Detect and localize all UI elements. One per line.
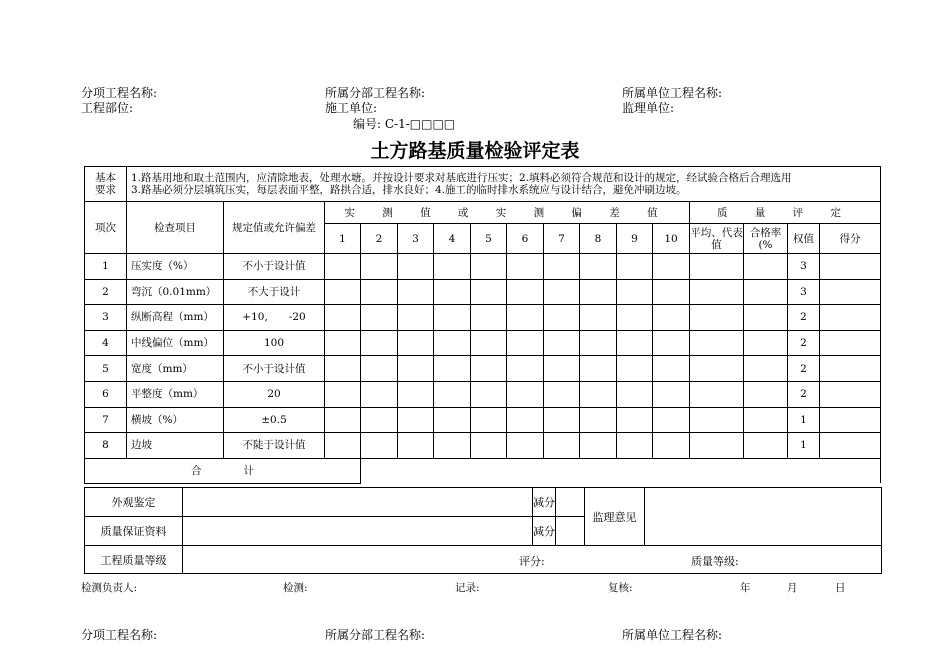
- day-label: 日: [835, 582, 846, 594]
- pass-rate-cell: [744, 279, 788, 305]
- measured-values-header: 实 测 值 或 实 测 偏 差 值: [325, 202, 690, 224]
- row-check-item: 宽度（mm）: [127, 356, 224, 382]
- measure-col-4: 4: [434, 224, 471, 254]
- measure-col-1: 1: [325, 224, 361, 254]
- pass-rate-cell: [744, 433, 788, 459]
- measure-cell: [398, 305, 434, 331]
- measure-cell: [580, 330, 617, 356]
- measure-cell: [361, 407, 398, 433]
- measure-cell: [398, 433, 434, 459]
- quality-assessment-header: 质 量 评 定: [690, 202, 881, 224]
- measure-cell: [653, 279, 690, 305]
- measure-cell: [544, 433, 580, 459]
- measure-cell: [544, 305, 580, 331]
- measure-cell: [434, 356, 471, 382]
- measure-cell: [361, 330, 398, 356]
- score-cell: [820, 305, 881, 331]
- row-number: 8: [85, 433, 127, 459]
- score-cell: [820, 330, 881, 356]
- measure-cell: [544, 356, 580, 382]
- measure-cell: [507, 305, 544, 331]
- pass-rate-cell: [744, 305, 788, 331]
- sub-project-name-label: 分项工程名称:: [81, 86, 158, 100]
- pass-rate-cell: [744, 254, 788, 280]
- grade-values: [183, 546, 882, 574]
- measure-col-5: 5: [471, 224, 507, 254]
- measure-cell: [325, 305, 361, 331]
- measure-cell: [544, 407, 580, 433]
- measure-cell: [471, 433, 507, 459]
- measure-cell: [653, 330, 690, 356]
- row-tolerance: 不陡于设计值: [224, 433, 325, 459]
- appearance-value: [183, 488, 533, 517]
- tolerance-header: 规定值或允许偏差: [224, 202, 325, 254]
- row-number: 6: [85, 381, 127, 407]
- measure-cell: [653, 254, 690, 280]
- next-sub-project-name-label: 分项工程名称:: [81, 628, 158, 642]
- measure-cell: [580, 381, 617, 407]
- docs-deduct-value: [556, 517, 585, 546]
- unit-name-label: 所属单位工程名称:: [622, 86, 723, 100]
- measure-cell: [653, 407, 690, 433]
- quality-grade-label: 工程质量等级: [85, 546, 183, 574]
- measure-cell: [325, 433, 361, 459]
- measure-cell: [434, 305, 471, 331]
- measure-cell: [471, 254, 507, 280]
- row-weight: 2: [788, 330, 820, 356]
- total-label: 合 计: [85, 458, 361, 483]
- measure-cell: [653, 433, 690, 459]
- location-label: 工程部位:: [81, 101, 134, 115]
- row-check-item: 中线偏位（mm）: [127, 330, 224, 356]
- row-check-item: 纵断高程（mm）: [127, 305, 224, 331]
- next-division-name-label: 所属分部工程名称:: [325, 628, 426, 642]
- average-header: 平均、代表值: [690, 224, 744, 254]
- measure-cell: [471, 279, 507, 305]
- month-label: 月: [787, 582, 798, 594]
- measure-cell: [471, 305, 507, 331]
- column-header-row-1: [85, 202, 881, 224]
- next-unit-name-label: 所属单位工程名称:: [622, 628, 723, 642]
- supervisor-opinion-label: 监理意见: [585, 488, 645, 546]
- measure-cell: [617, 330, 653, 356]
- row-weight: 3: [788, 279, 820, 305]
- average-cell: [690, 305, 744, 331]
- quality-docs-label: 质量保证资料: [85, 517, 183, 546]
- measure-cell: [617, 407, 653, 433]
- measure-cell: [544, 381, 580, 407]
- measure-cell: [507, 279, 544, 305]
- measure-cell: [653, 381, 690, 407]
- measure-cell: [617, 305, 653, 331]
- measure-cell: [617, 381, 653, 407]
- year-label: 年: [740, 582, 751, 594]
- row-check-item: 边坡: [127, 433, 224, 459]
- inspection-table: [84, 166, 881, 484]
- measure-cell: [544, 330, 580, 356]
- measure-cell: [617, 356, 653, 382]
- row-check-item: 弯沉（0.01mm）: [127, 279, 224, 305]
- measure-cell: [398, 330, 434, 356]
- row-tolerance: ±0.5: [224, 407, 325, 433]
- row-weight: 2: [788, 381, 820, 407]
- measure-cell: [361, 356, 398, 382]
- inspector-label: 检测:: [283, 582, 308, 594]
- average-cell: [690, 433, 744, 459]
- measure-cell: [434, 381, 471, 407]
- form-code: 编号: C-1-□□□□: [353, 117, 456, 131]
- measure-cell: [580, 433, 617, 459]
- measure-cell: [361, 433, 398, 459]
- recorder-label: 记录:: [455, 582, 480, 594]
- score-header: 得分: [820, 224, 881, 254]
- measure-cell: [617, 279, 653, 305]
- measure-cell: [361, 305, 398, 331]
- measure-cell: [325, 381, 361, 407]
- measure-cell: [580, 305, 617, 331]
- average-cell: [690, 356, 744, 382]
- measure-cell: [617, 433, 653, 459]
- row-number: 2: [85, 279, 127, 305]
- score-cell: [820, 381, 881, 407]
- score-cell: [820, 433, 881, 459]
- measure-cell: [507, 381, 544, 407]
- page-title: 土方路基质量检验评定表: [370, 140, 580, 162]
- supervisor-opinion-value: [645, 488, 882, 546]
- measure-cell: [325, 407, 361, 433]
- appearance-deduct-value: [556, 488, 585, 517]
- total-row: [85, 458, 881, 483]
- measure-cell: [398, 356, 434, 382]
- pass-rate-cell: [744, 381, 788, 407]
- score-cell: [820, 356, 881, 382]
- table-row: [85, 381, 881, 407]
- measure-cell: [361, 254, 398, 280]
- total-value: [361, 458, 881, 483]
- docs-deduct-label: 减分: [533, 517, 556, 546]
- measure-cell: [507, 407, 544, 433]
- measure-cell: [434, 433, 471, 459]
- measure-cell: [507, 254, 544, 280]
- rating-label: 评分:: [519, 555, 545, 568]
- row-check-item: 平整度（mm）: [127, 381, 224, 407]
- basic-label-line-1: 基本: [95, 172, 116, 184]
- row-tolerance: 不大于设计: [224, 279, 325, 305]
- measure-cell: [398, 279, 434, 305]
- measure-cell: [580, 279, 617, 305]
- table-row: [85, 254, 881, 280]
- average-cell: [690, 381, 744, 407]
- basic-requirements-label: [85, 167, 127, 202]
- row-check-item: 横坡（%）: [127, 407, 224, 433]
- measure-cell: [398, 407, 434, 433]
- appearance-deduct-label: 减分: [533, 488, 556, 517]
- table-row: [85, 305, 881, 331]
- measure-col-6: 6: [507, 224, 544, 254]
- row-number: 1: [85, 254, 127, 280]
- row-check-item: 压实度（%）: [127, 254, 224, 280]
- measure-cell: [325, 356, 361, 382]
- measure-cell: [507, 330, 544, 356]
- row-weight: 3: [788, 254, 820, 280]
- average-cell: [690, 407, 744, 433]
- row-number: 4: [85, 330, 127, 356]
- table-row: [85, 279, 881, 305]
- measure-col-10: 10: [653, 224, 690, 254]
- measure-cell: [325, 279, 361, 305]
- measure-col-3: 3: [398, 224, 434, 254]
- pass-rate-header: 合格率(%: [744, 224, 788, 254]
- division-name-label: 所属分部工程名称:: [325, 86, 426, 100]
- measure-cell: [471, 407, 507, 433]
- basic-requirements-text: [127, 167, 881, 202]
- measure-col-9: 9: [617, 224, 653, 254]
- measure-cell: [325, 254, 361, 280]
- measure-cell: [434, 407, 471, 433]
- row-weight: 2: [788, 356, 820, 382]
- row-tolerance: 20: [224, 381, 325, 407]
- measure-cell: [434, 279, 471, 305]
- score-cell: [820, 279, 881, 305]
- measure-col-7: 7: [544, 224, 580, 254]
- supervisor-label: 监理单位:: [622, 101, 675, 115]
- measure-cell: [507, 433, 544, 459]
- row-tolerance: +10, -20: [224, 305, 325, 331]
- measure-cell: [471, 356, 507, 382]
- contractor-label: 施工单位:: [325, 101, 378, 115]
- row-number: 5: [85, 356, 127, 382]
- score-cell: [820, 254, 881, 280]
- measure-cell: [471, 381, 507, 407]
- measure-cell: [471, 330, 507, 356]
- measure-cell: [544, 279, 580, 305]
- measure-cell: [544, 254, 580, 280]
- measure-cell: [361, 381, 398, 407]
- table-row: [85, 330, 881, 356]
- measure-cell: [580, 407, 617, 433]
- table-row: [85, 407, 881, 433]
- row-number: 3: [85, 305, 127, 331]
- table-row: [85, 356, 881, 382]
- table-row: [85, 433, 881, 459]
- pass-rate-cell: [744, 330, 788, 356]
- evaluation-table: [84, 487, 882, 574]
- row-weight: 2: [788, 305, 820, 331]
- measure-col-8: 8: [580, 224, 617, 254]
- basic-label-line-2: 要求: [95, 184, 116, 196]
- measure-cell: [580, 254, 617, 280]
- measure-cell: [434, 330, 471, 356]
- measure-cell: [580, 356, 617, 382]
- item-no-header: 项次: [85, 202, 127, 254]
- average-cell: [690, 279, 744, 305]
- measure-col-2: 2: [361, 224, 398, 254]
- measure-cell: [653, 305, 690, 331]
- inspector-lead-label: 检测负责人:: [81, 582, 138, 594]
- average-cell: [690, 330, 744, 356]
- measure-cell: [398, 381, 434, 407]
- check-item-header: 检查项目: [127, 202, 224, 254]
- appearance-label: 外观鉴定: [85, 488, 183, 517]
- quality-docs-value: [183, 517, 533, 546]
- score-cell: [820, 407, 881, 433]
- weight-header: 权值: [788, 224, 820, 254]
- measure-cell: [434, 254, 471, 280]
- measure-cell: [361, 279, 398, 305]
- row-tolerance: 不小于设计值: [224, 356, 325, 382]
- measure-cell: [617, 254, 653, 280]
- average-cell: [690, 254, 744, 280]
- basic-requirement-line-2: 3.路基必须分层填筑压实，每层表面平整，路拱合适，排水良好；4.施工的临时排水系统应与设计结合，避免冲刷边坡。: [131, 184, 687, 196]
- basic-requirements-row: [85, 167, 881, 202]
- measure-cell: [653, 356, 690, 382]
- quality-grade-value-label: 质量等级:: [691, 555, 739, 568]
- row-weight: 1: [788, 407, 820, 433]
- pass-rate-cell: [744, 356, 788, 382]
- basic-requirement-line-1: 1.路基用地和取土范围内，应清除地表，处理水塘。并按设计要求对基底进行压实；2.填料必须符合规范和设计的规定，经试验合格后合理选用: [131, 172, 792, 184]
- pass-rate-cell: [744, 407, 788, 433]
- measure-cell: [398, 254, 434, 280]
- row-number: 7: [85, 407, 127, 433]
- row-weight: 1: [788, 433, 820, 459]
- measure-cell: [507, 356, 544, 382]
- row-tolerance: 100: [224, 330, 325, 356]
- row-tolerance: 不小于设计值: [224, 254, 325, 280]
- measure-cell: [325, 330, 361, 356]
- reviewer-label: 复核:: [608, 582, 633, 594]
